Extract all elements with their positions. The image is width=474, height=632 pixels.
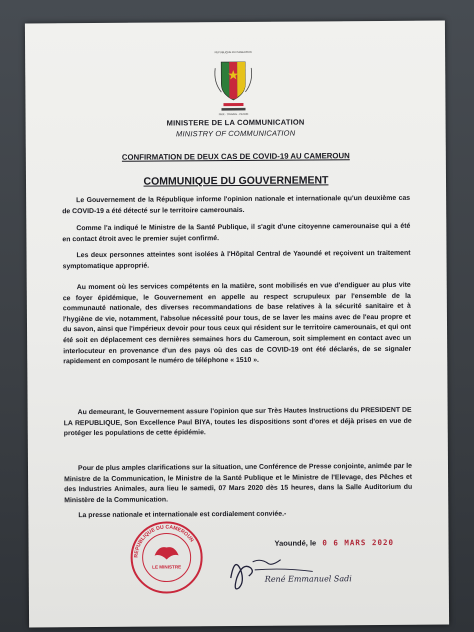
cameroon-coat-of-arms-icon (211, 48, 255, 118)
svg-text:PAIX - TRAVAIL - PATRIE: PAIX - TRAVAIL - PATRIE (218, 112, 249, 117)
svg-text:REPUBLIQUE DU CAMEROUN: REPUBLIQUE DU CAMEROUN (214, 50, 252, 55)
paragraph-press-conference: Pour de plus amples clarifications sur la situation, une Conférence de Presse conjointe, animée par le Ministre de la Communication, le Ministre de la Santé Publique et le Ministre de l'Elevage, des Pêches et des Industries Animales, aura lieu le samedi, 07 Mars 2020 dès 15 heures, dans la Salle Auditorium du Ministère de la Communication. (64, 462, 413, 504)
seal-center-text: LE MINISTRE (152, 564, 182, 570)
paragraph-presidential-instructions: Au demeurant, le Gouvernement assure l'opinion que sur Très Hautes Instructions du PRESIDENT DE LA REPUBLIQUE, Son Excellence Paul BIYA, toutes les dispositions sont d'ores et déjà prises en vue de protéger les populations de cette épidémie. (63, 406, 412, 438)
paragraph-press-invitation: La presse nationale et internationale est cordialement conviée.- (78, 510, 287, 520)
signature-icon (225, 547, 335, 598)
signatory-name: René Emmanuel Sadi (264, 574, 352, 584)
paragraph-recommendations: Au moment où les services compétents en la matière, sont mobilisés en vue d'endiguer au plus vite ce foyer épidémique, le Gouvernement en appelle au respect scrupuleux par l'ensemble de la communauté nationale, des diverses recommandations de base relatives à la sécurité sanitaire et à l'hygiène de vie, notamment, l'absolue nécessité pour tous, de se laver les mains avec de l'eau propre et du savon, ainsi que l'impérieux devoir pour tous ceux qui résident sur le territoire camerounais, et qui ont été soit en déplacement ces dernières semaines hors du Cameroun, soit simplement en contact avec un interlocuteur en provenance d'un des pays où des cas de COVID-19 ont été déclarés, de se signaler rapidement en composant le numéro de téléphone « 1510 ». (62, 281, 412, 366)
paragraph-patient-info: Comme l'a indiqué le Ministre de la Santé Publique, il s'agit d'une citoyenne camerounaise qui a été en contact étroit avec le premier sujet confirmé. (62, 222, 411, 243)
date-stamp: 0 6 MARS 2020 (322, 537, 395, 548)
seal-ring-text: REPUBLIQUE DU CAMEROUN (133, 524, 195, 558)
official-seal-icon (128, 519, 205, 596)
paragraph-isolation: Les deux personnes atteintes sont isolées à l'Hôpital Central de Yaoundé et reçoivent un traitement symptomatique approprié. (62, 249, 411, 270)
signoff-line (275, 538, 395, 548)
paragraph-second-case: Le Gouvernement de la République informe l'opinion nationale et internationale qu'un deuxième cas de COVID-19 a été détecté sur le territoire camerounais. (62, 194, 411, 215)
signoff-place: Yaoundé, le (274, 538, 317, 548)
document-page (25, 21, 449, 628)
document-subject: CONFIRMATION DE DEUX CAS DE COVID-19 AU CAMEROUN (121, 151, 350, 162)
ministry-name-english: MINISTRY OF COMMUNICATION (175, 128, 296, 139)
document-title: COMMUNIQUE DU GOUVERNEMENT (143, 174, 329, 188)
ministry-name-french: MINISTERE DE LA COMMUNICATION (166, 117, 305, 128)
